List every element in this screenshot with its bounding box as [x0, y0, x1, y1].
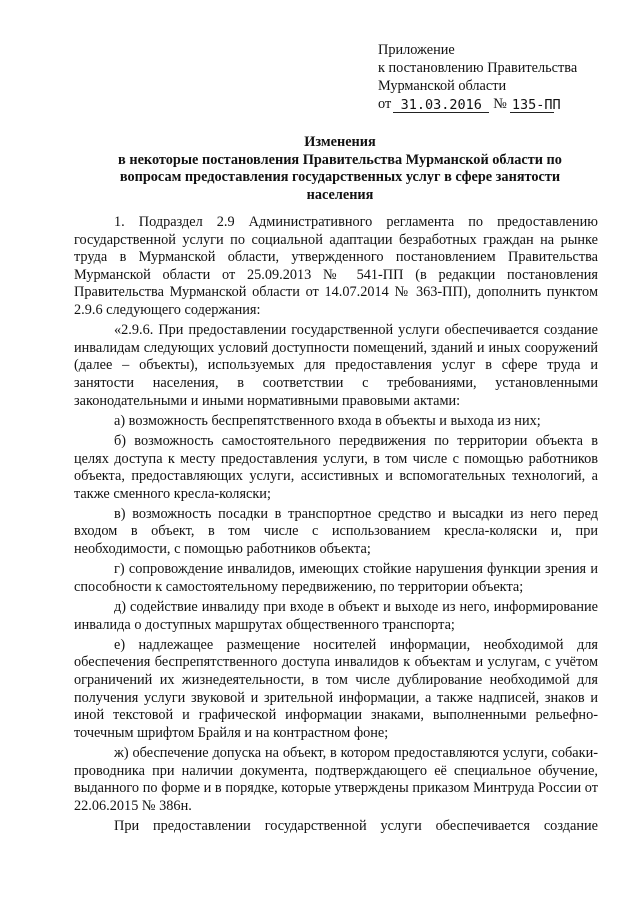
paragraph-1: 1. Подраздел 2.9 Административного регламента по предоставлению государственной услуги по социальной адаптации безработных граждан на рынке труда в Мурманской области, утвержденного постановлением Правительства Мурманской области от 25.09.2013 № 541-ПП (в редакции постановления Правительства Мурманской области от 14.07.2014 № 363-ПП), дополнить пунктом 2.9.6 следующего содержания:: [74, 214, 598, 318]
attachment-line-1: Приложение: [378, 42, 455, 58]
title-line-2: в некоторые постановления Правительства Мурманской области по: [118, 151, 562, 168]
attachment-header: [378, 41, 618, 113]
paragraph-item-d: д) содействие инвалиду при входе в объект и выходе из него, информирование инвалида о доступных маршрутах общественного транспорта;: [74, 599, 598, 633]
paragraph-item-b: б) возможность самостоятельного передвижения по территории объекта в целях доступа к месту предоставления услуги, в том числе с помощью работников объекта, предоставляющих услуги, ассистивных и вспомогательных технологий, а также сменного кресла-коляски;: [74, 432, 598, 502]
paragraph-item-e: е) надлежащее размещение носителей информации, необходимой для обеспечения беспрепятственного доступа инвалидов к объектам и услугам, с учётом ограничений их жизнедеятельности, в том числе дублирование необходимой для получения услуги звуковой и зрительной информации, а также надписей, знаков и иной текстовой и графической информации знаками, выполненными рельефно-точечным шрифтом Брайля и на контрастном фоне;: [74, 636, 598, 741]
paragraph-item-a: а) возможность беспрепятственного входа в объекты и выхода из них;: [114, 412, 541, 429]
paragraph-item-v: в) возможность посадки в транспортное средство и высадки из него перед входом в объект, в том числе с использованием кресла-коляски и, при необходимости, с помощью работников объекта;: [74, 505, 598, 558]
from-label: от: [378, 96, 392, 112]
document-title: [70, 134, 610, 204]
paragraph-item-zh: ж) обеспечение допуска на объект, в котором предоставляются услуги, собаки-проводника при наличии документа, подтверждающего её специальное обучение, выданного по форме и в порядке, которые утверждены приказом Минтруда России от 22.06.2015 № 386н.: [74, 744, 598, 814]
resolution-number: 135-ПП: [511, 97, 561, 113]
paragraph-continuation: При предоставлении государственной услуги обеспечивается создание: [114, 817, 598, 834]
title-line-4: населения: [306, 186, 374, 203]
paragraph-item-g: г) сопровождение инвалидов, имеющих стойкие нарушения функции зрения и способности к самостоятельному передвижению, по территории объекта;: [74, 561, 598, 595]
attachment-line-3: Мурманской области: [378, 78, 507, 94]
title-line-1: Изменения: [304, 134, 376, 150]
paragraph-2: «2.9.6. При предоставлении государственной услуги обеспечивается создание инвалидам следующих условий доступности помещений, зданий и иных сооружений (далее – объекты), используемых для предоставления услуг в сфере труда и занятости населения, в соответствии с требованиями, установленными законодательными и иными нормативными правовыми актами:: [74, 322, 598, 409]
attachment-date-row: [378, 95, 618, 113]
document-body: [74, 214, 598, 836]
number-label: №: [493, 96, 507, 112]
attachment-line-2: к постановлению Правительства: [378, 60, 578, 76]
title-line-3: вопросам предоставления государственных услуг в сфере занятости: [119, 169, 561, 185]
resolution-date: 31.03.2016: [393, 98, 489, 113]
